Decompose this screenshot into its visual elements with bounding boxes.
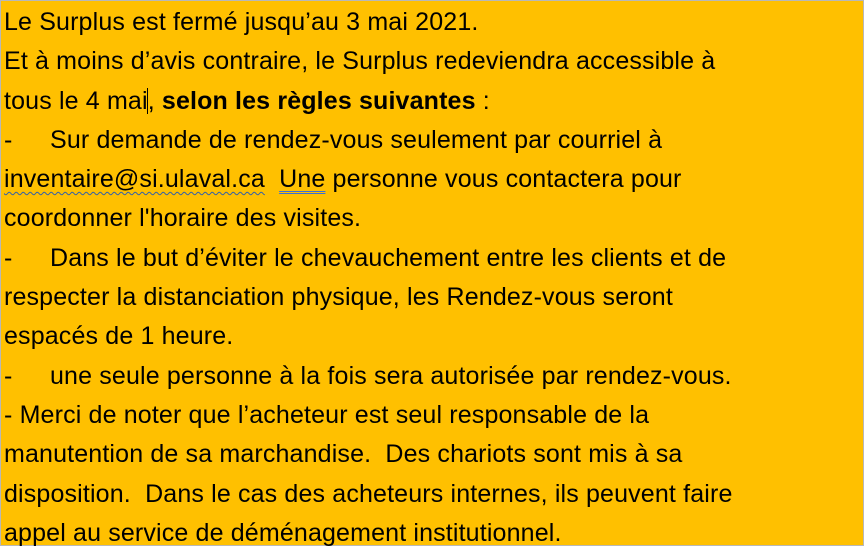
buyer-responsibility-line-4: appel au service de déménagement institutionnel. bbox=[4, 518, 562, 547]
rule-item-appointment bbox=[4, 121, 863, 160]
colon-text: : bbox=[475, 86, 490, 115]
schedule-line: coordonner l'horaire des visites. bbox=[4, 204, 362, 233]
grammar-flag-word: Une bbox=[279, 165, 326, 194]
rules-heading: selon les règles suivantes bbox=[161, 86, 476, 115]
buyer-responsibility-line-3: disposition. Dans le cas des acheteurs internes, ils peuvent faire bbox=[4, 479, 733, 508]
rule-item-one-person bbox=[4, 357, 863, 396]
spacing-text bbox=[265, 165, 279, 193]
rule-item-distancing bbox=[4, 239, 863, 278]
rules-intro-line bbox=[4, 82, 863, 121]
closure-line: Le Surplus est fermé jusqu’au 3 mai 2021. bbox=[4, 8, 479, 36]
distancing-text: Dans le but d’éviter le chevauchement entre les clients et de bbox=[50, 243, 727, 272]
bullet-dash: - bbox=[4, 361, 13, 390]
reopening-date-text: tous le 4 mai bbox=[4, 86, 148, 115]
contact-text: personne vous contactera pour bbox=[325, 165, 682, 194]
appointment-text: Sur demande de rendez-vous seulement par courriel à bbox=[50, 125, 663, 154]
email-line bbox=[4, 160, 863, 199]
one-person-text: une seule personne à la fois sera autorisée par rendez-vous. bbox=[50, 361, 732, 390]
bullet-dash: - bbox=[4, 125, 13, 154]
buyer-responsibility-line-1: - Merci de noter que l’acheteur est seul responsable de la bbox=[4, 400, 650, 429]
bullet-dash: - bbox=[4, 243, 13, 272]
email-link[interactable]: inventaire@si.ulaval.ca bbox=[4, 165, 265, 194]
distancing-line-2: respecter la distanciation physique, les Rendez-vous seront bbox=[4, 283, 673, 312]
buyer-responsibility-line-2: manutention de sa marchandise. Des chariots sont mis à sa bbox=[4, 440, 683, 469]
distancing-line-3: espacés de 1 heure. bbox=[4, 322, 234, 351]
reopening-line: Et à moins d’avis contraire, le Surplus redeviendra accessible à bbox=[4, 47, 716, 76]
comma-text: , bbox=[147, 86, 162, 115]
